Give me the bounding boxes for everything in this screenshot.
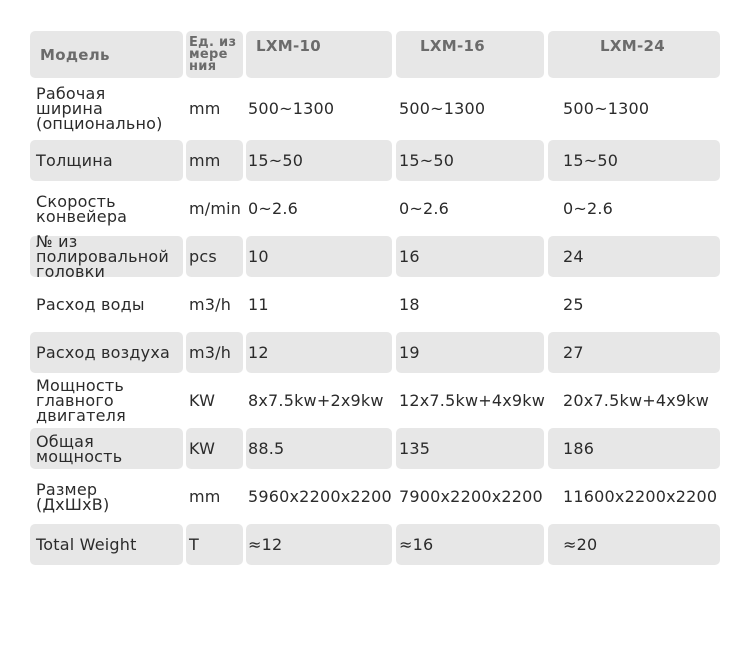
row-value-model-2: 0~2.6: [399, 199, 450, 218]
row-unit: mm: [186, 140, 243, 181]
header-model-2: LXM-16: [396, 31, 544, 78]
header-model-3: LXM-24: [548, 31, 720, 78]
row-unit: m3/h: [189, 295, 232, 314]
row-value-model-1: 12: [246, 332, 392, 373]
row-unit: mm: [189, 487, 221, 506]
row-value-model-3: 24: [548, 236, 720, 277]
row-value-model-1: 500~1300: [248, 98, 335, 118]
row-label: Размер (ДхШхВ): [36, 479, 110, 514]
row-unit: mm: [189, 98, 221, 118]
row-value-model-1: 8x7.5kw+2x9kw: [248, 391, 384, 410]
row-value-model-3: 15~50: [548, 140, 720, 181]
row-value-model-3: 186: [548, 428, 720, 469]
row-value-model-2: 15~50: [396, 140, 544, 181]
row-label: Рабочая ширина (опционально): [36, 83, 163, 133]
row-value-model-1: ≈12: [246, 524, 392, 565]
row-label: Total Weight: [30, 524, 183, 565]
header-unit: Ед. из мере ния: [186, 31, 243, 78]
row-label: Мощность главного двигателя: [36, 376, 126, 425]
row-value-model-3: 500~1300: [563, 98, 650, 118]
row-value-model-3: 27: [548, 332, 720, 373]
row-unit: KW: [189, 391, 216, 410]
row-value-model-2: 135: [396, 428, 544, 469]
row-label: Толщина: [30, 140, 183, 181]
row-value-model-2: 18: [399, 295, 420, 314]
row-value-model-1: 88.5: [246, 428, 392, 469]
row-value-model-3: 11600x2200x2200: [563, 487, 718, 506]
row-label: Расход воздуха: [30, 332, 183, 373]
row-value-model-2: 16: [396, 236, 544, 277]
row-label: № из полировальной головки: [30, 236, 183, 277]
row-value-model-2: 19: [396, 332, 544, 373]
row-value-model-2: 12x7.5kw+4x9kw: [399, 391, 546, 410]
row-value-model-1: 10: [246, 236, 392, 277]
row-label: Скорость конвейера: [36, 191, 128, 226]
row-value-model-3: 20x7.5kw+4x9kw: [563, 391, 710, 410]
row-unit: pcs: [186, 236, 243, 277]
row-value-model-1: 15~50: [246, 140, 392, 181]
row-label: Расход воды: [36, 295, 145, 314]
header-model-1: LXM-10: [246, 31, 392, 78]
row-value-model-1: 0~2.6: [248, 199, 299, 218]
row-unit: T: [186, 524, 243, 565]
row-value-model-3: 25: [563, 295, 584, 314]
header-param: Модель: [30, 31, 183, 78]
row-value-model-2: 500~1300: [399, 98, 486, 118]
row-value-model-1: 5960x2200x2200: [248, 487, 392, 506]
row-value-model-3: ≈20: [548, 524, 720, 565]
row-label: Общая мощность: [30, 428, 183, 469]
row-unit: m3/h: [186, 332, 243, 373]
row-value-model-2: ≈16: [396, 524, 544, 565]
row-value-model-3: 0~2.6: [563, 199, 614, 218]
row-value-model-2: 7900x2200x2200: [399, 487, 543, 506]
row-value-model-1: 11: [248, 295, 269, 314]
row-unit: KW: [186, 428, 243, 469]
row-unit: m/min: [189, 199, 242, 218]
